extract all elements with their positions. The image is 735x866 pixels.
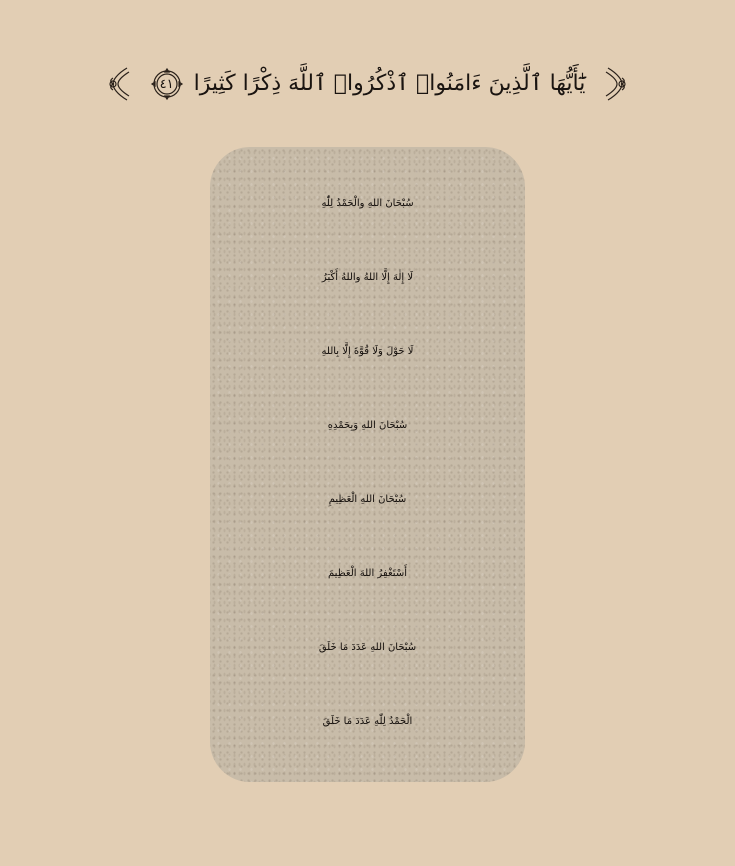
dhikr-line: سُبْحَانَ اللهِ عَدَدَ مَا خَلَقَ (318, 642, 417, 653)
dhikr-line: الْحَمْدُ لِلّٰهِ عَدَدَ مَا خَلَقَ (322, 716, 413, 727)
ayah-number-marker (150, 67, 184, 101)
dhikr-line: أَسْتَغْفِرُ اللهَ الْعَظِيمَ (328, 568, 407, 579)
dhikr-line: لَا حَوْلَ وَلَا قُوَّةَ إِلَّا بِاللهِ (321, 346, 414, 357)
floral-ornament-icon (602, 62, 630, 106)
verse-text: يَٰٓأَيُّهَا ٱلَّذِينَ ءَامَنُوا۟ ٱذْكُرُوا۟ ٱللَّهَ ذِكْرًا كَثِيرًا (193, 71, 586, 96)
dhikr-list (210, 167, 525, 759)
dhikr-line: سُبْحَانَ اللهِ والْحَمْدُ لِلّٰهِ (321, 198, 414, 209)
dhikr-line: سُبْحَانَ اللهِ الْعَظِيمِ (328, 494, 407, 505)
dhikr-card (210, 147, 525, 782)
verse-header (105, 52, 630, 116)
verse-line (133, 67, 602, 101)
dhikr-line: لَا إِلٰهَ إِلَّا اللهُ واللهُ أَكْبَرُ (321, 272, 414, 283)
ayah-number: ٤١ (159, 76, 174, 92)
floral-ornament-icon (105, 62, 133, 106)
dhikr-line: سُبْحَانَ اللهِ وَبِحَمْدِهِ (327, 420, 408, 431)
